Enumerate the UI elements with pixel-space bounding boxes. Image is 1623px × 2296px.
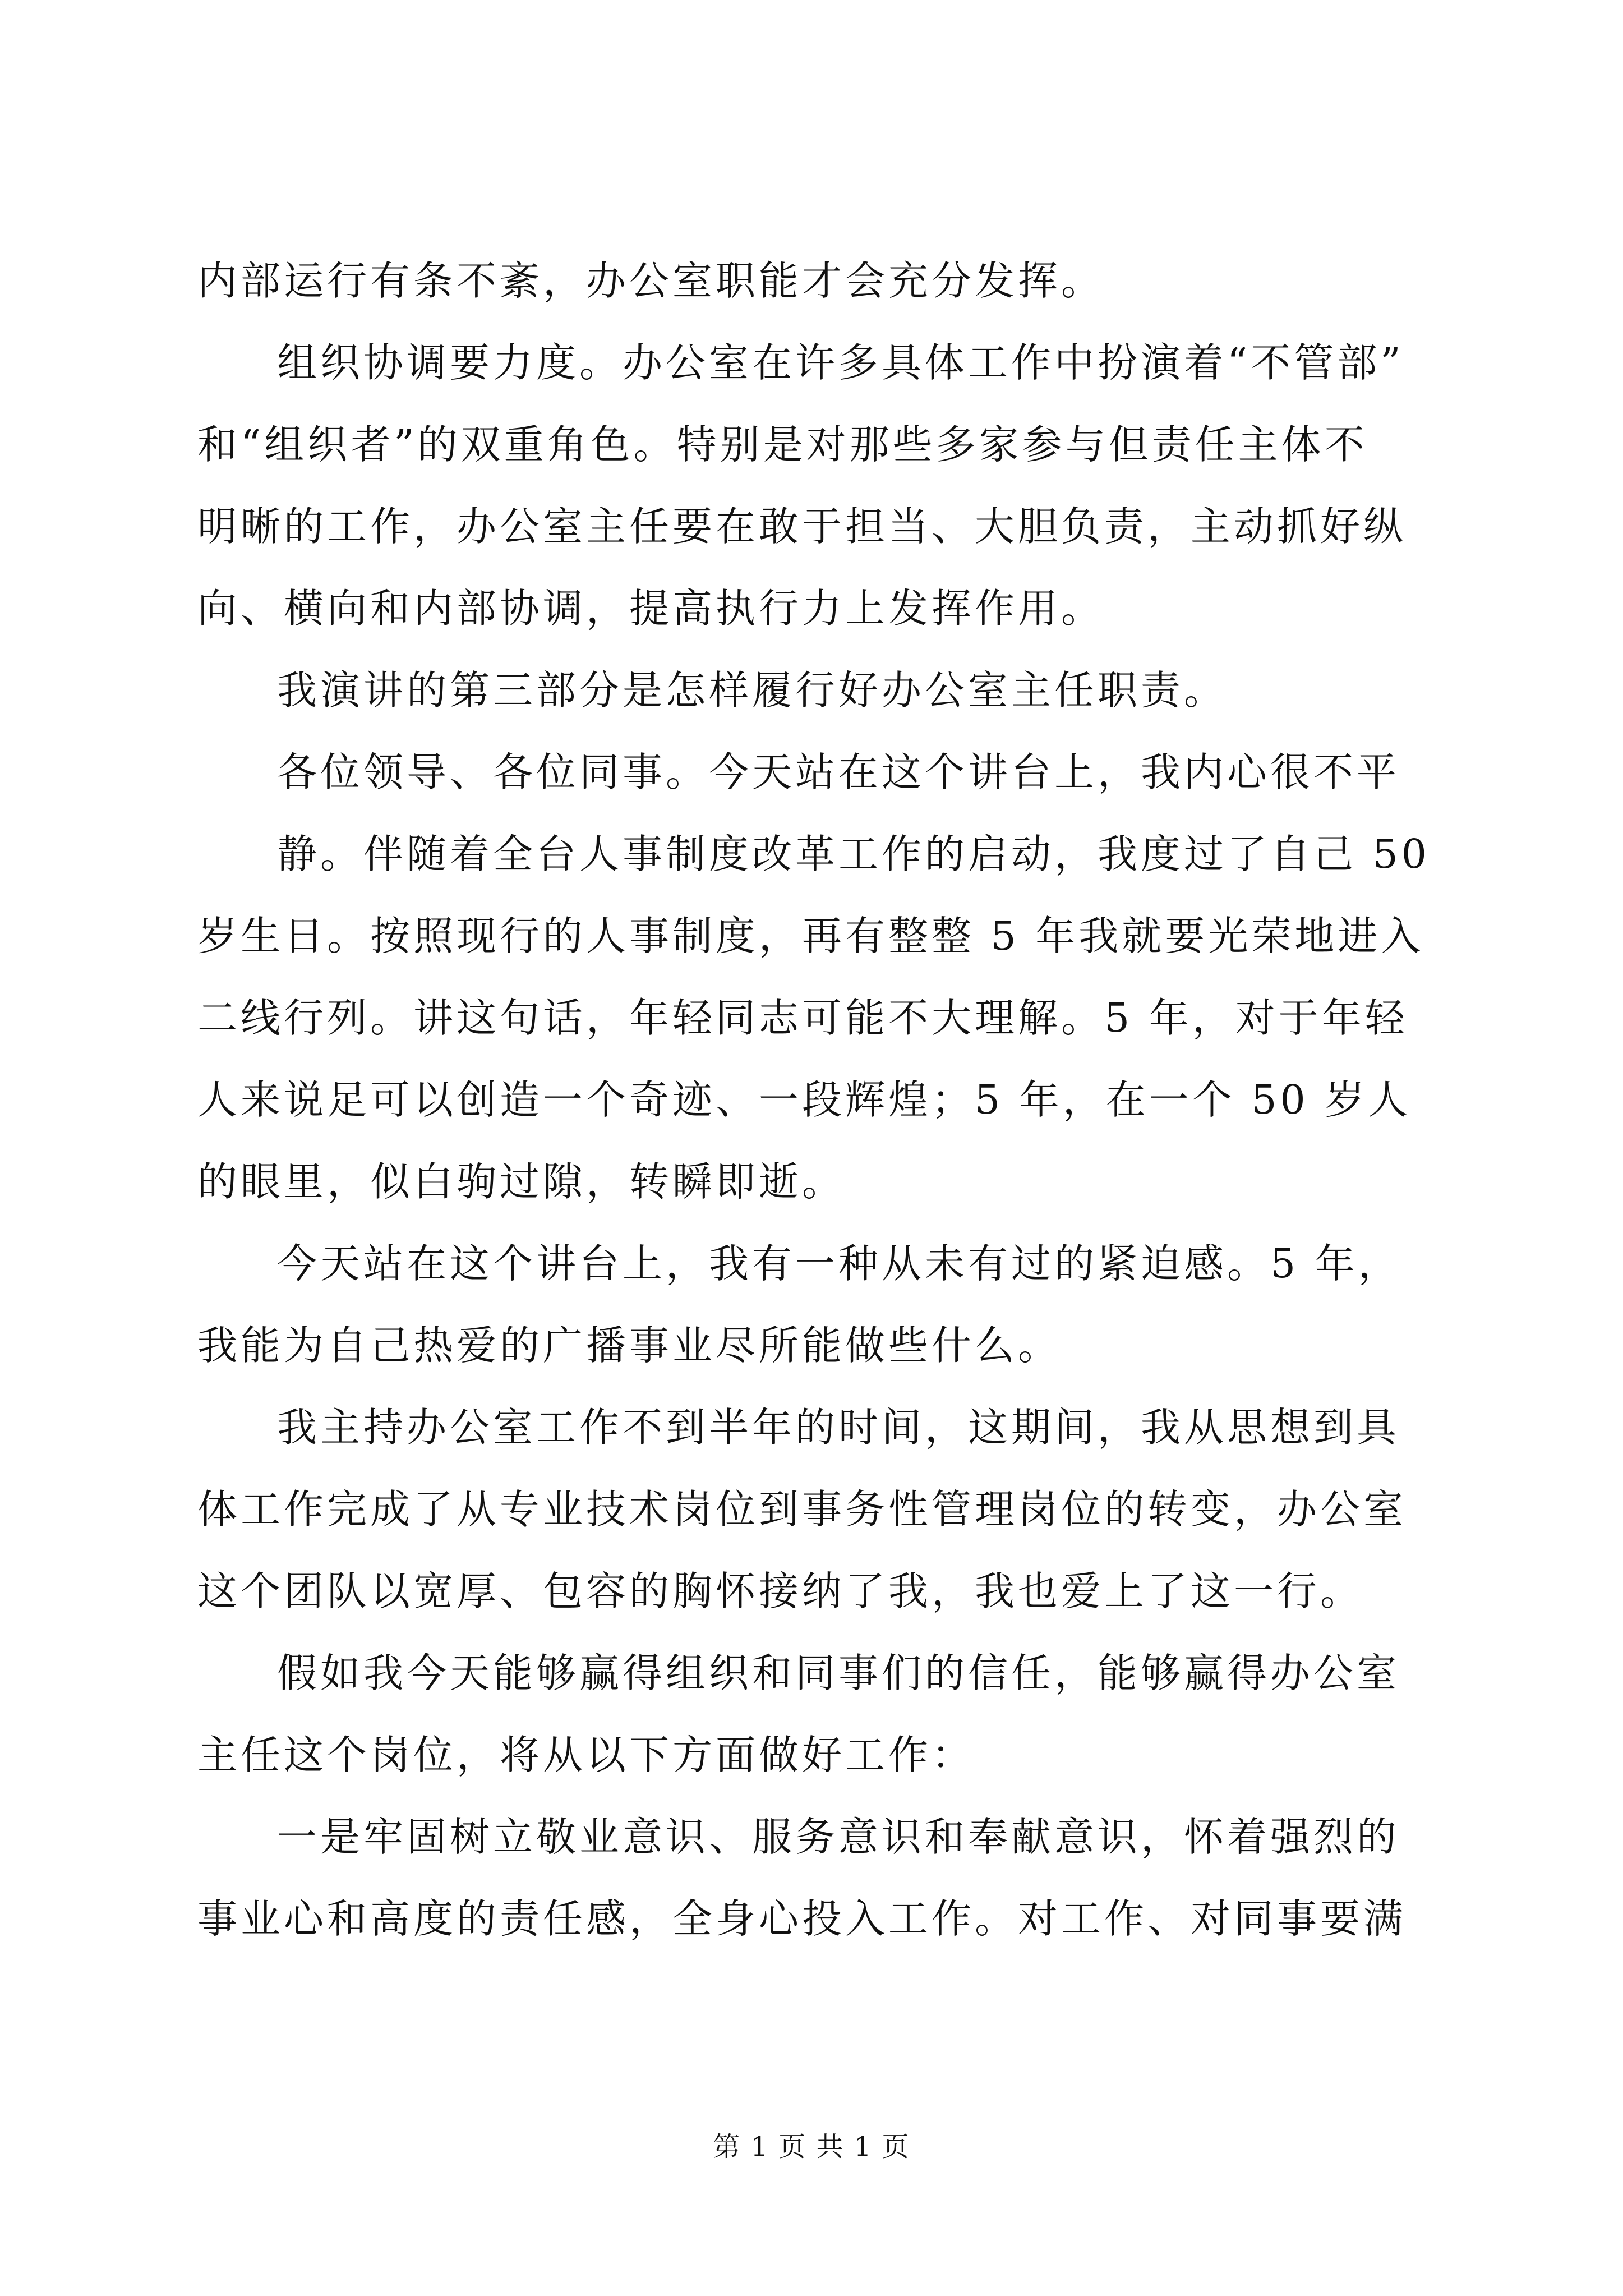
text-line: 和“组织者”的双重角色。特别是对那些多家参与但责任主体不 [197,421,1368,468]
text-line: 向、横向和内部协调，提高执行力上发挥作用。 [197,585,1105,632]
text-line: 我演讲的第三部分是怎样履行好办公室主任职责。 [277,667,1228,714]
text-line: 内部运行有条不紊，办公室职能才会充分发挥。 [197,257,1105,304]
text-line: 明晰的工作，办公室主任要在敢于担当、大胆负责，主动抓好纵 [197,503,1407,550]
text-line: 我主持办公室工作不到半年的时间，这期间，我从思想到具 [277,1404,1400,1451]
text-line: 假如我今天能够赢得组织和同事们的信任，能够赢得办公室 [277,1650,1400,1696]
text-line: 一是牢固树立敬业意识、服务意识和奉献意识，怀着强烈的 [277,1814,1400,1860]
text-line: 各位领导、各位同事。今天站在这个讲台上，我内心很不平 [277,749,1400,795]
text-line: 二线行列。讲这句话，年轻同志可能不大理解。5 年，对于年轻 [197,995,1408,1041]
text-line: 静。伴随着全台人事制度改革工作的启动，我度过了自己 50 [277,831,1430,877]
text-line: 事业心和高度的责任感，全身心投入工作。对工作、对同事要满 [197,1895,1407,1942]
text-line: 主任这个岗位，将从以下方面做好工作： [197,1732,975,1778]
text-line: 今天站在这个讲台上，我有一种从未有过的紧迫感。5 年， [277,1240,1401,1287]
text-line: 岁生日。按照现行的人事制度，再有整整 5 年我就要光荣地进入 [197,913,1424,959]
text-line: 的眼里，似白驹过隙，转瞬即逝。 [197,1158,846,1205]
text-line: 人来说足可以创造一个奇迹、一段辉煌；5 年，在一个 50 岁人 [197,1076,1412,1123]
text-line: 组织协调要力度。办公室在许多具体工作中扮演着“不管部” [277,339,1404,386]
page-footer: 第 1 页 共 1 页 [713,2131,910,2162]
text-line: 我能为自己热爱的广播事业尽所能做些什么。 [197,1322,1062,1369]
text-line: 这个团队以宽厚、包容的胸怀接纳了我，我也爱上了这一行。 [197,1568,1364,1614]
text-line: 体工作完成了从专业技术岗位到事务性管理岗位的转变，办公室 [197,1486,1407,1533]
